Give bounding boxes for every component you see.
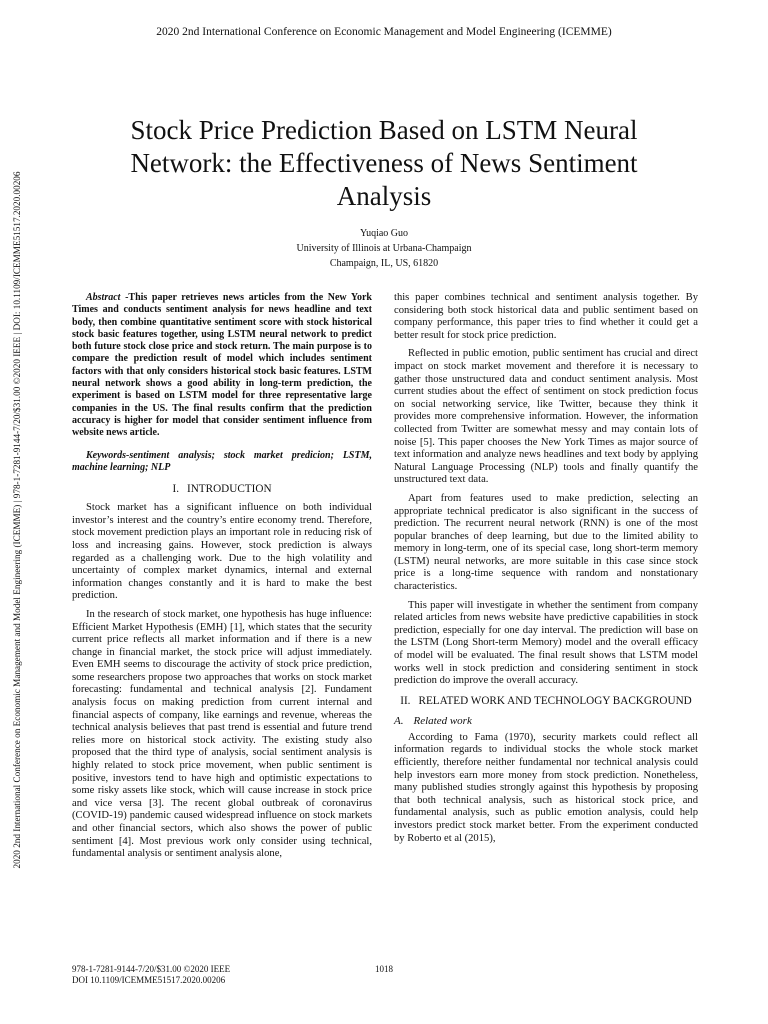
paragraph: Apart from features used to make prediction, selecting an appropriate technical predicator is also significant in the success of prediction. The recurrent neural network (RNN) is one of the most popular branches of deep learning, but due to the limited ability to memory in long-term, one of its special case, long short-term memory (LSTM) neural networks, are more suitable in this case since stock price is a long-time sequence with random and nonstationary characteristics. (394, 492, 698, 593)
abstract (72, 292, 372, 440)
section-heading-intro (72, 482, 372, 496)
subsection-title: Related work (413, 714, 472, 727)
footer-doi: DOI 10.1109/ICEMME51517.2020.00206 (72, 975, 226, 985)
right-column (394, 292, 698, 851)
section-title: INTRODUCTION (187, 483, 272, 496)
paragraph: this paper combines technical and sentiment analysis together. By considering both stock historical data and public sentiment based on company performance, this paper tries to find whether it could get a better result for stock price prediction. (394, 292, 698, 341)
subsection-number: A. (394, 714, 404, 727)
paragraph: This paper will investigate in whether the sentiment from company related articles from news website have predictive capabilities in stock prediction, especially for one day interval. The prediction will base on the LSTM (Long Short-term Memory) model and the overall efficacy of model will be evaluated. The final result shows that LSTM model works well in stock prediction and considering sentiment in stock prediction do improve the overall accuracy. (394, 599, 698, 687)
author-location: Champaign, IL, US, 61820 (329, 258, 439, 269)
paragraph: Reflected in public emotion, public sentiment has crucial and direct impact on stock market movement and therefore it is necessary to gather those unstructured data and conduct sentiment analysis. Most current studies about the effect of sentiment on stock prediction focus on social networking service, like Twitter, because they think it provides more comprehensive information. However, the information collected from Twitter are somewhat messy and may contain lots of noise [5]. This paper chooses the New York Times as major source of text information and analyze news headlines and text body by applying Natural Language Processing (NLP) tools and finally quantify the unstructured text data. (394, 348, 698, 486)
author-block (0, 226, 768, 271)
author-name: Yuqiao Guo (359, 228, 409, 239)
paragraph: Stock market has a significant influence on both individual investor’s interest and the country’s entire economy trend. Therefore, stock movement prediction plays an important role in reducing risk of loss and increasing gains. However, stock prediction is always regarded as a challenging work. Due to the high volatility and uncertainty of complex market dynamics, internal and external information changes constantly and it is hard to make the best prediction. (72, 502, 372, 602)
section-number: I. (172, 483, 179, 496)
abstract-label: Abstract (86, 292, 121, 303)
section-number: II. (400, 694, 411, 707)
side-metadata-text: 2020 2nd International Conference on Economic Management and Model Engineering (ICEMME) | 978-1-7281-9144-7/20/$31.00 ©2020 IEEE | DOI: 10.1109/ICEMME51517.2020.00206 (12, 171, 22, 869)
paragraph: According to Fama (1970), security markets could reflect all information regards to individual stocks the whole stock market efficiently, therefore neither fundamental nor technical analysis could help investors earn more money from stock prediction. Nonetheless, many published studies strongly against this hypothesis by proposing that both technical analysis, such as historical stock price, and fundamental analysis, such as public emotion analysis, could help investors predict stock market better. From the experiment conducted by Roberto et al (2015), (394, 731, 698, 844)
conference-header: 2020 2nd International Conference on Economic Management and Model Engineering (ICEMME) (156, 26, 612, 38)
keywords: Keywords-sentiment analysis; stock market predicion; LSTM, machine learning; NLP (72, 449, 372, 473)
section-heading-related (394, 694, 698, 708)
author-affiliation: University of Illinois at Urbana-Champaign (296, 243, 472, 254)
left-column (72, 292, 372, 867)
section-title: RELATED WORK AND TECHNOLOGY BACKGROUND (418, 694, 692, 707)
abstract-text: -This paper retrieves news articles from the New York Times and conducts sentiment analysis for news headline and text body, then combine quantitative sentiment score with stock historical stock basic features together, using LSTM neural network to predict both future stock close price and stock return. The main purpose is to compare the prediction result of model which includes sentiment factors with that only considers historical stock basic features. LSTM neural network shows a good ability in long-term prediction, the experiment is based on LSTM model for three representative large companies in the US. The final results confirm that the prediction accuracy is higher for model that consider sentiment influence from website news article. (72, 292, 372, 439)
paper-title: Stock Price Prediction Based on LSTM Neural Network: the Effectiveness of News Sentiment Analysis (130, 115, 638, 211)
paragraph: In the research of stock market, one hypothesis has huge influence: Efficient Market Hypothesis (EMH) [1], which states that the security current price reflects all market information and if there is a new change in financial market, the stock price will adjust immediately. Even EMH seems to discourage the activity of stock price prediction, some researchers propose two approaches that works on stock market forecasting: fundamental and technical analysis [2]. Fundament analysis focus on making prediction from current internal and financial aspects of company, like earnings and revenue, whereas the technical analysis believes that past trend is essential and future trend relies more on historical stock activity. The existing study also proposed that the third type of analysis, social sentiment analysis is highly related to stock price movement, when public sentiment is positive, investors tend to have high and optimistic expectations to some risky assets like stock, which will cause increase in stock price and vice versa [3]. The recent global outbreak of coronavirus (COVID-19) pandemic caused widespread influence on stock markets and other financial sectors, which also shows the power of public sentiment [4]. Most previous work only consider using technical, fundamental analysis or sentiment analysis alone, (72, 608, 372, 860)
subsection-heading-related-work (394, 714, 698, 728)
page-number: 1018 (375, 964, 393, 974)
footer-isbn: 978-1-7281-9144-7/20/$31.00 ©2020 IEEE (72, 964, 231, 974)
